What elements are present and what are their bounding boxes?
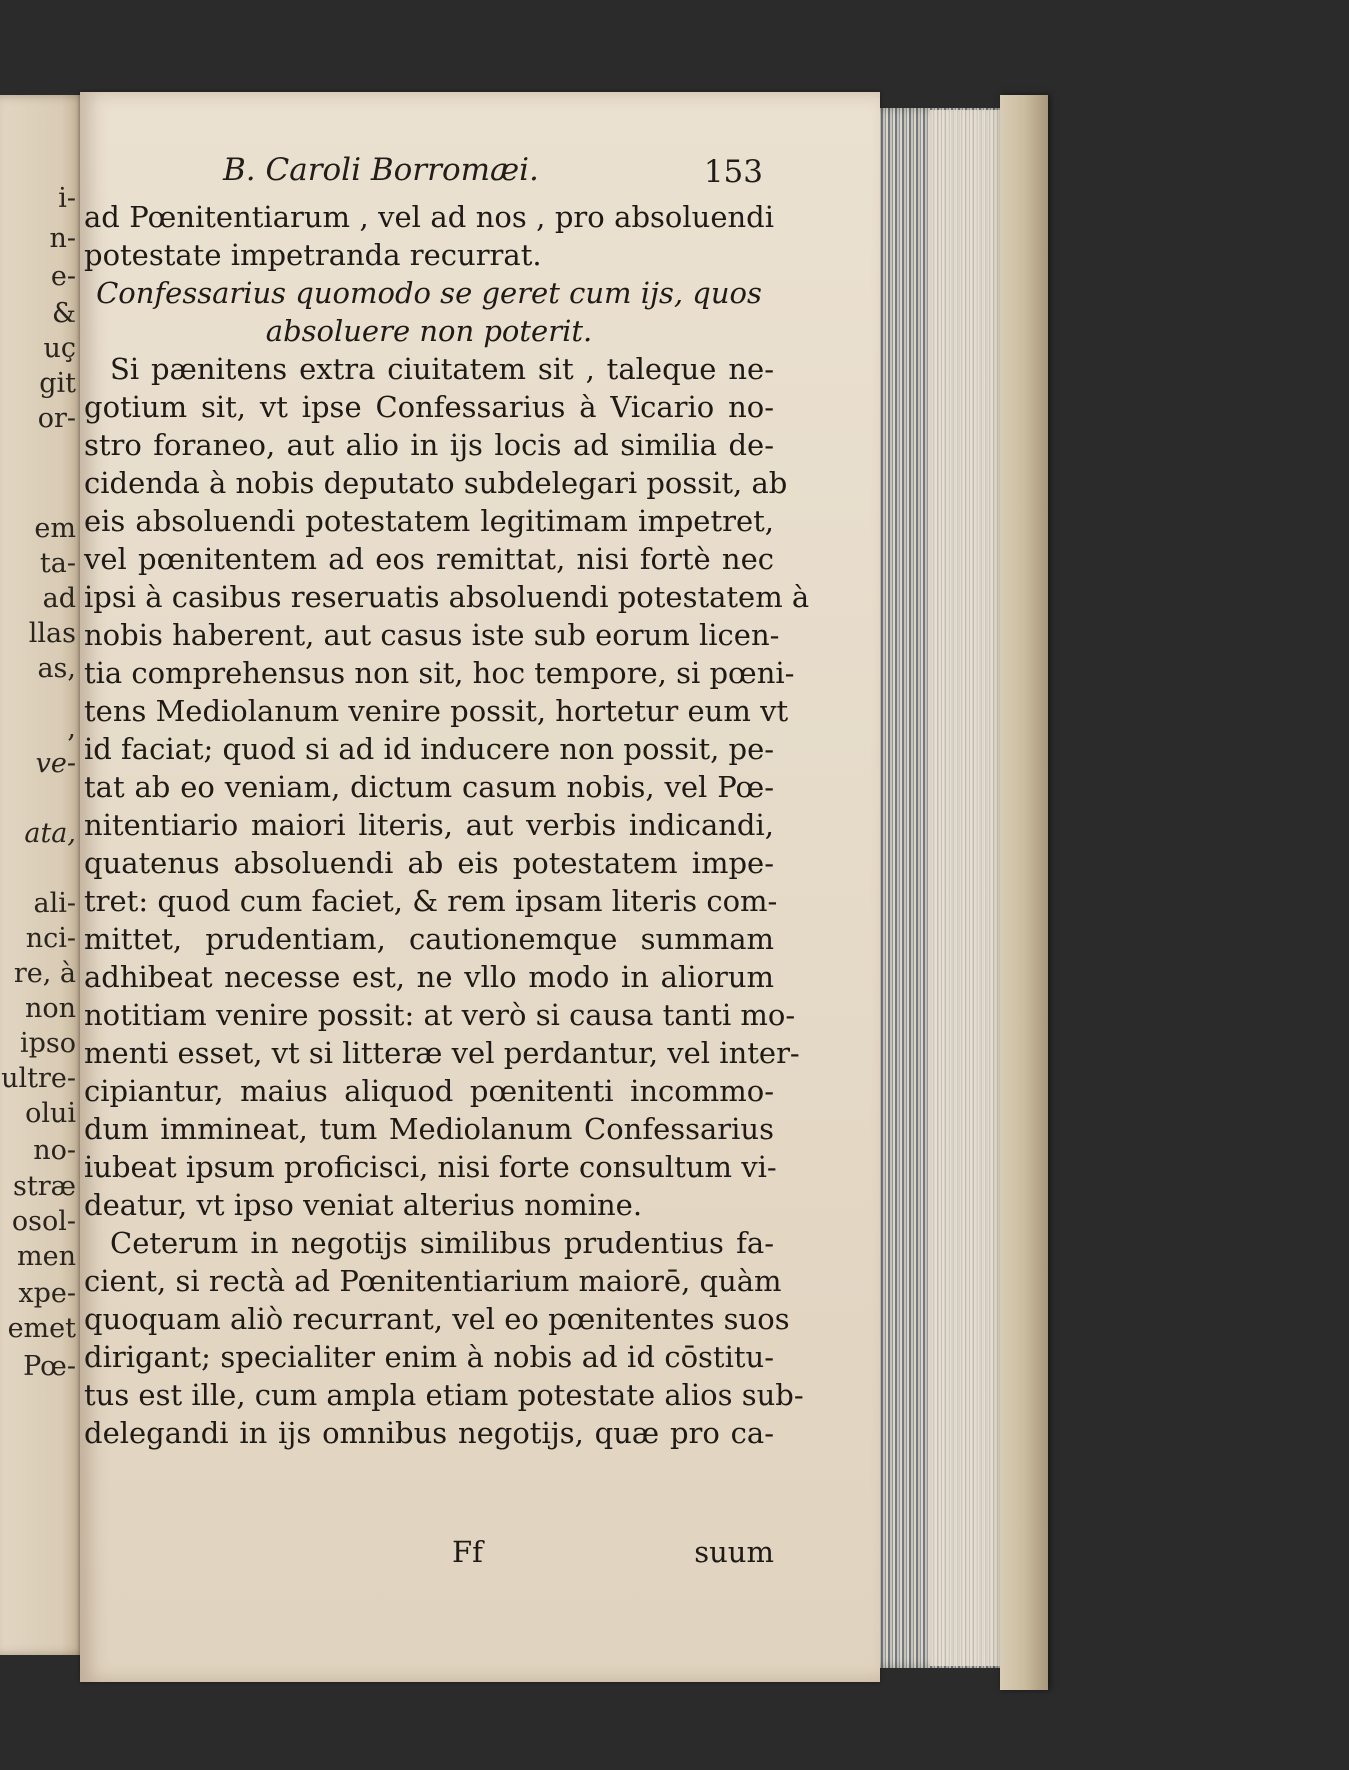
text-line: dirigant; specialiter enim à nobis ad id cōstitu- <box>84 1340 774 1374</box>
left-page-fragment: stræ <box>13 1171 76 1202</box>
text-line: cipiantur, maius aliquod pœnitenti incommo- <box>84 1074 774 1108</box>
left-page-fragment: Pœ- <box>23 1351 76 1382</box>
text-line: tat ab eo veniam, dictum casum nobis, vel Pœ- <box>84 770 774 804</box>
left-page-fragment: , <box>67 713 76 744</box>
running-title: B. Caroli Borromæi. <box>223 152 539 188</box>
section-heading-line: Confessarius quomodo se geret cum ijs, quos <box>96 276 762 310</box>
page-footer <box>84 1535 774 1575</box>
text-line: dum immineat, tum Mediolanum Confessarius <box>84 1112 774 1146</box>
text-line: nobis haberent, aut casus iste sub eorum licen- <box>84 618 780 652</box>
text-line: cidenda à nobis deputato subdelegari possit, ab <box>84 466 788 500</box>
left-page-fragment: ata, <box>24 818 76 849</box>
page-edges-light <box>930 110 1000 1666</box>
text-line: quatenus absoluendi ab eis potestatem impe- <box>84 846 774 880</box>
text-line: menti esset, vt si litteræ vel perdantur, vel inter- <box>84 1036 800 1070</box>
text-line: id faciat; quod si ad id inducere non possit, pe- <box>84 732 775 766</box>
text-line: gotium sit, vt ipse Confessarius à Vicario no- <box>84 390 774 424</box>
left-page-fragment: uç <box>43 333 76 364</box>
text-line: eis absoluendi potestatem legitimam impetret, <box>84 504 774 538</box>
text-line: stro foraneo, aut alio in ijs locis ad similia de- <box>84 428 774 462</box>
text-line: tret: quod cum faciet, & rem ipsam literis com- <box>84 884 778 918</box>
book-cover-edge <box>1000 95 1048 1690</box>
text-line: vel pœnitentem ad eos remittat, nisi fortè nec <box>84 542 774 576</box>
section-heading-line: absoluere non poterit. <box>265 314 593 348</box>
left-page-fragment: e- <box>50 261 76 292</box>
left-page-fragment: ali- <box>33 888 76 919</box>
text-line: nitentiario maiori literis, aut verbis indicandi, <box>84 808 774 842</box>
text-line: tus est ille, cum ampla etiam potestate alios sub- <box>84 1378 804 1412</box>
page-header <box>223 152 763 192</box>
text-line: notitiam venire possit: at verò si causa tanti mo- <box>84 998 796 1032</box>
left-page-fragment: men <box>17 1241 76 1272</box>
left-page-fragment: re, à <box>13 958 76 989</box>
catchword: suum <box>694 1535 774 1569</box>
left-page-fragment: non <box>24 993 76 1024</box>
text-line: ad Pœnitentiarum , vel ad nos , pro absoluendi <box>84 200 774 234</box>
left-page-fragment: n- <box>49 223 76 254</box>
text-line: mittet, prudentiam, cautionemque summam <box>84 922 774 956</box>
left-page-fragment: ve- <box>35 748 76 779</box>
text-line: cient, si rectà ad Pœnitentiarium maiorē, quàm <box>84 1264 782 1298</box>
left-page-fragment: git <box>39 368 76 399</box>
left-page-fragment: ipso <box>19 1028 76 1059</box>
left-page-fragment: or- <box>37 403 76 434</box>
left-page-fragment: & <box>51 298 76 329</box>
text-line: iubeat ipsum proficisci, nisi forte consultum vi- <box>84 1150 777 1184</box>
left-page-fragment: i- <box>58 183 76 214</box>
text-line: tia comprehensus non sit, hoc tempore, si pœni- <box>84 656 795 690</box>
left-page-fragment: xpe- <box>18 1278 76 1309</box>
text-line: adhibeat necesse est, ne vllo modo in aliorum <box>84 960 774 994</box>
left-page-fragment: llas <box>28 618 76 649</box>
text-line: ipsi à casibus reseruatis absoluendi potestatem à <box>84 580 810 614</box>
signature-mark: Ff <box>452 1535 483 1569</box>
text-line: potestate impetranda recurrat. <box>84 238 542 272</box>
left-page-fragment: osol- <box>11 1206 76 1237</box>
page-body <box>84 198 810 1452</box>
left-page-fragment: olui <box>25 1098 76 1129</box>
left-facing-page <box>0 95 88 1655</box>
left-page-fragment: no- <box>33 1135 76 1166</box>
left-page-fragment: ad <box>42 583 76 614</box>
text-line: deatur, vt ipso veniat alterius nomine. <box>84 1188 643 1222</box>
text-line: Ceterum in negotijs similibus prudentius fa- <box>110 1226 774 1260</box>
page-number: 153 <box>703 154 763 190</box>
left-page-fragment: ta- <box>39 548 76 579</box>
left-page-fragment: nci- <box>25 923 76 954</box>
text-line: Si pænitens extra ciuitatem sit , taleque ne- <box>110 352 774 386</box>
left-page-fragment: ultre- <box>1 1063 76 1094</box>
left-page-fragment: em <box>34 513 76 544</box>
text-line: tens Mediolanum venire possit, hortetur eum vt <box>84 694 789 728</box>
left-page-fragment: as, <box>37 653 76 684</box>
text-line: quoquam aliò recurrant, vel eo pœnitentes suos <box>84 1302 790 1336</box>
left-page-fragment: emet <box>7 1313 76 1344</box>
text-line: delegandi in ijs omnibus negotijs, quæ pro ca- <box>84 1416 774 1450</box>
